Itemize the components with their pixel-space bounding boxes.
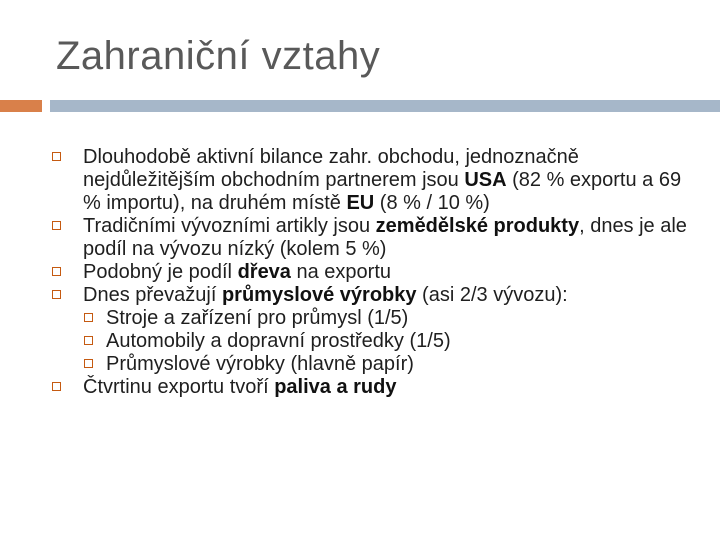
bullet-text — [83, 376, 396, 398]
bullet-list — [52, 146, 692, 399]
bullet-item — [52, 146, 692, 215]
bold-phrase: paliva a rudy — [274, 376, 397, 398]
hollow-square-bullet-icon — [52, 290, 61, 299]
hollow-square-bullet-icon — [52, 267, 61, 276]
sub-bullet-item — [52, 353, 692, 376]
text-run: Čtvrtinu exportu tvoří — [83, 376, 275, 398]
bold-phrase: zemědělské produkty — [375, 215, 580, 237]
text-run: Tradičními vývozními artikly jsou — [83, 215, 376, 237]
bullet-text — [83, 215, 687, 260]
text-run: (8 % / 10 %) — [374, 192, 490, 214]
sub-bullet-text: Automobily a dopravní prostředky (1/5) — [106, 330, 451, 352]
hollow-square-bullet-icon — [84, 313, 93, 322]
text-run: Dlouhodobě aktivní bilance zahr. obchodu, jednoznačně nejdůležitějším obchodním partnerem jsou — [83, 146, 579, 191]
text-run: na exportu — [290, 261, 392, 283]
text-run: Dnes převažují — [83, 284, 222, 306]
bullet-text — [83, 284, 568, 306]
sub-bullet-text: Průmyslové výrobky (hlavně papír) — [106, 353, 414, 375]
sub-bullet-item — [52, 307, 692, 330]
hollow-square-bullet-icon — [52, 152, 61, 161]
bold-phrase: EU — [346, 192, 375, 214]
title-rule-bar — [50, 100, 720, 112]
bullet-item — [52, 261, 692, 284]
text-run: Podobný je podíl — [83, 261, 238, 283]
title-accent-bar — [0, 100, 42, 112]
hollow-square-bullet-icon — [84, 359, 93, 368]
bullet-text — [83, 261, 391, 283]
text-run: (asi 2/3 vývozu): — [416, 284, 568, 306]
sub-bullet-text: Stroje a zařízení pro průmysl (1/5) — [106, 307, 409, 329]
hollow-square-bullet-icon — [52, 382, 61, 391]
bullet-item — [52, 284, 692, 307]
bullet-item — [52, 376, 692, 399]
text-run: , dnes je ale podíl na vývozu nízký (kolem 5 %) — [83, 215, 687, 260]
text-run: (82 % exportu a 69 % importu), na druhém místě — [83, 169, 682, 214]
bold-phrase: dřeva — [237, 261, 291, 283]
bullet-item — [52, 215, 692, 261]
bold-phrase: USA — [464, 169, 507, 191]
sub-bullet-item — [52, 330, 692, 353]
bold-phrase: průmyslové výrobky — [221, 284, 417, 306]
hollow-square-bullet-icon — [84, 336, 93, 345]
slide-title: Zahraniční vztahy — [56, 34, 381, 78]
hollow-square-bullet-icon — [52, 221, 61, 230]
bullet-text — [83, 146, 681, 214]
